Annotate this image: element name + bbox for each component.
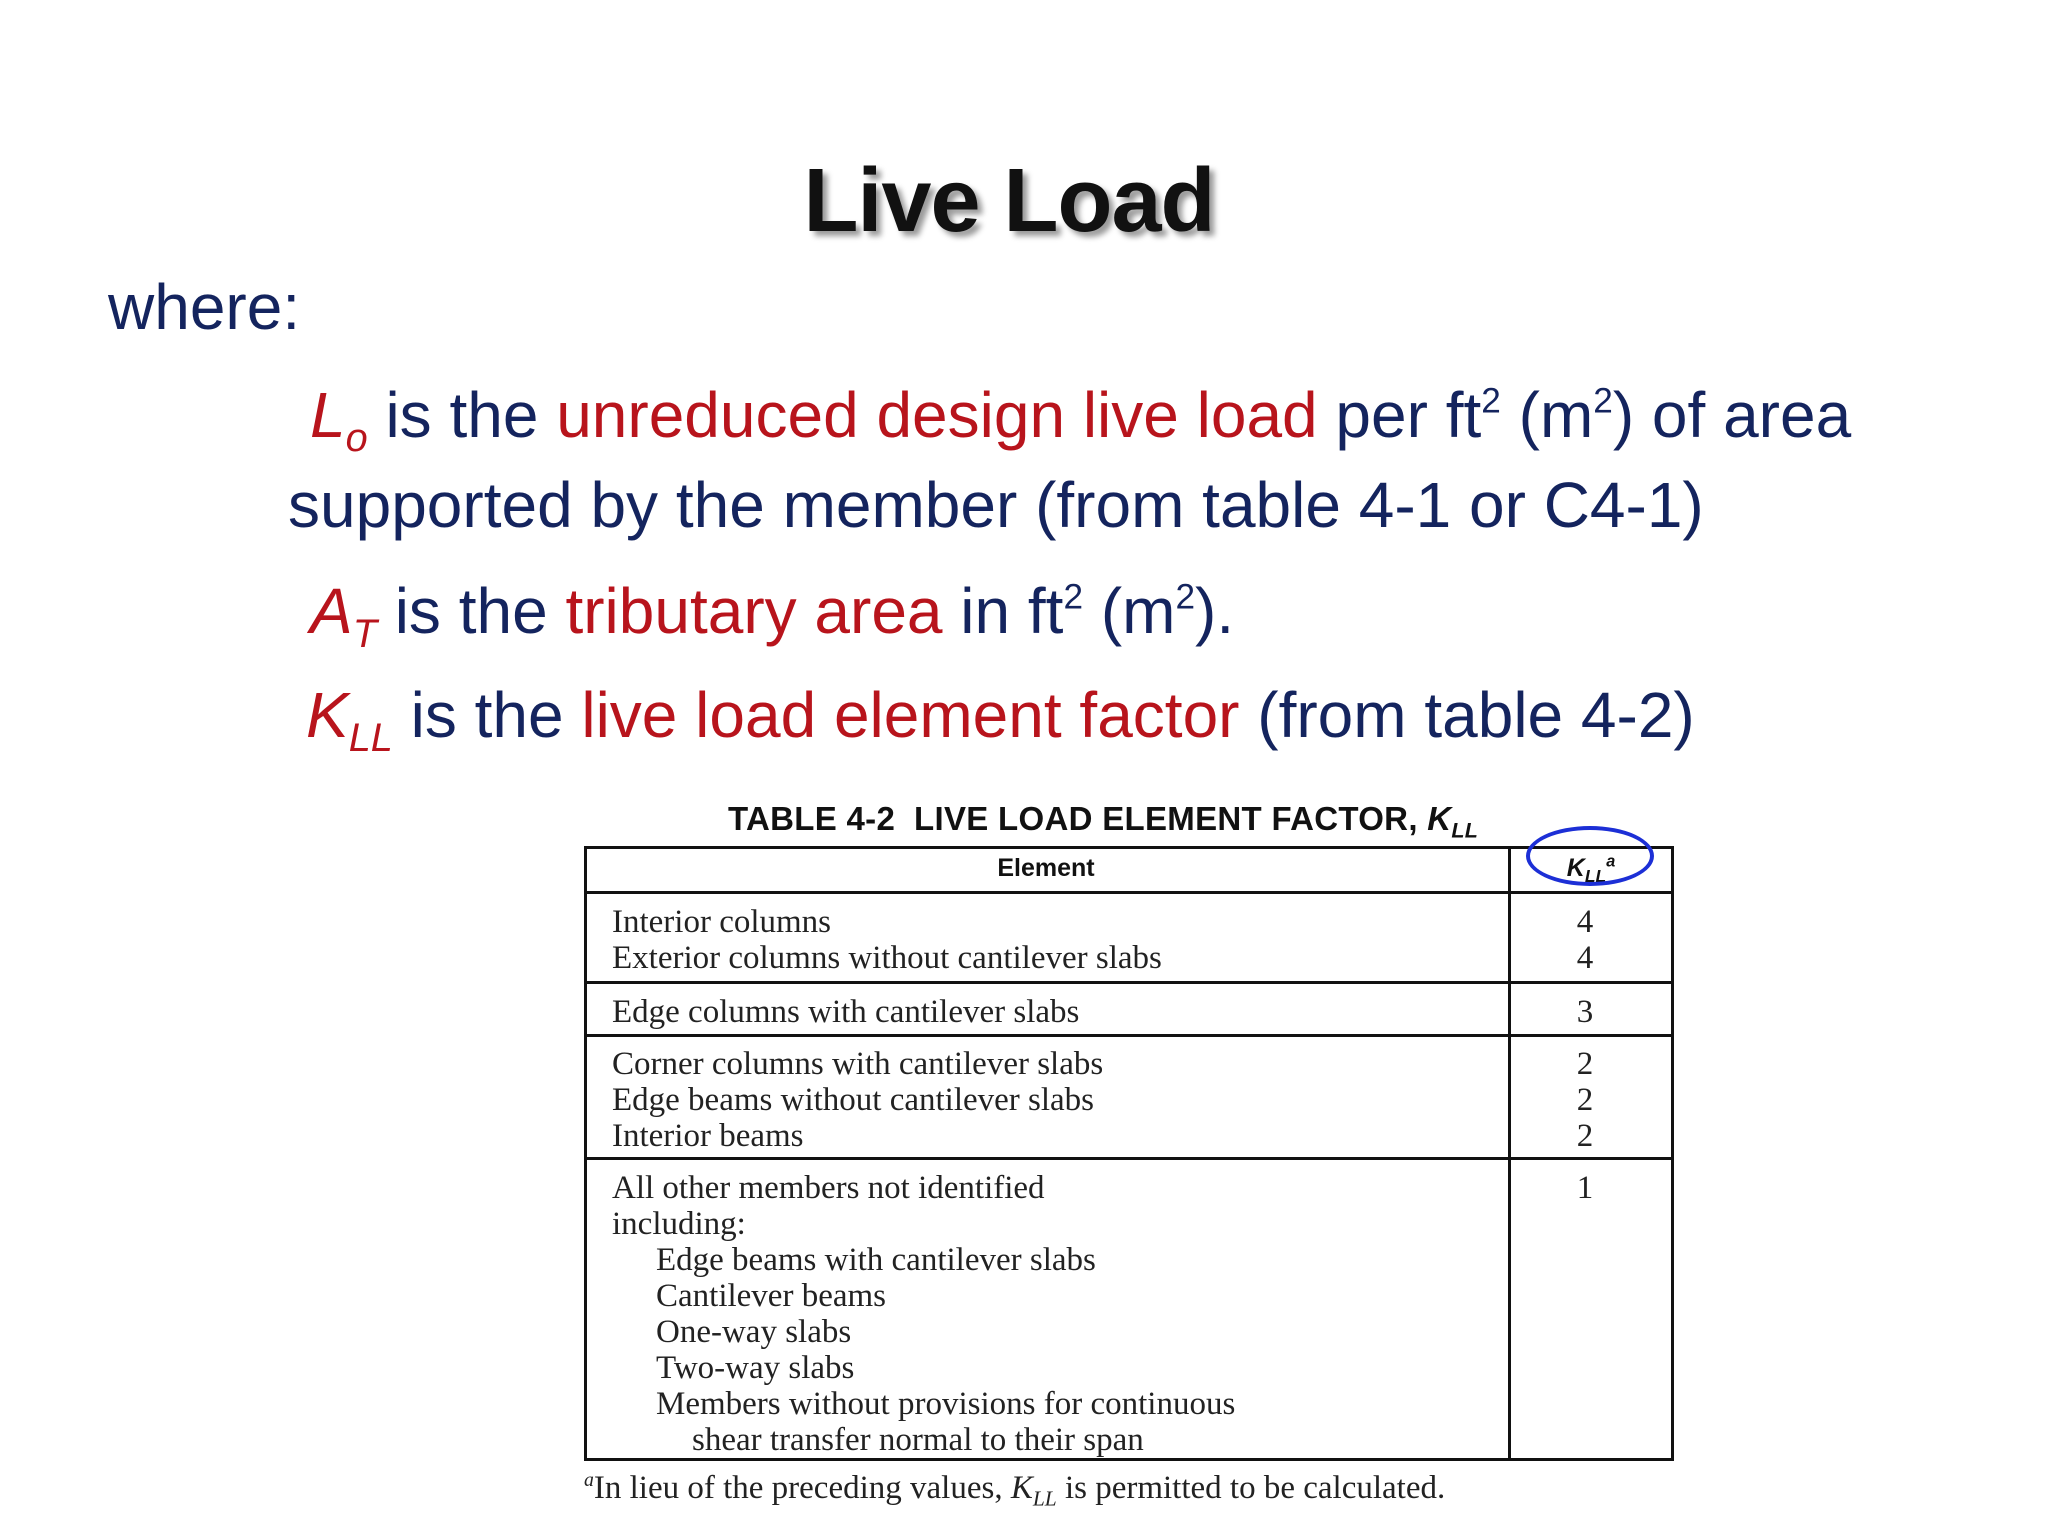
table-row: Corner columns with cantilever slabs xyxy=(612,1046,1104,1082)
highlight-tributary-area: tributary area xyxy=(565,575,943,647)
table-group-rule xyxy=(584,1034,1674,1037)
table-value: 4 xyxy=(1576,940,1594,976)
table-row: Cantilever beams xyxy=(656,1278,887,1314)
def-lo-line2: supported by the member (from table 4-1 or C4-1) xyxy=(288,469,1704,541)
slide-title: Live Load xyxy=(803,151,1215,251)
table-row: All other members not identified xyxy=(612,1170,1045,1206)
def-kll-line: $K_{LL}$ is the live load element factor (from table 4-2) xyxy=(306,679,1695,760)
highlight-unreduced-load: unreduced design live load xyxy=(556,379,1318,451)
def-lo-line1: $L_o$ is the unreduced design live load per $ft^2$ $(m^2)$ of area xyxy=(310,379,1852,460)
header-element: Element xyxy=(997,854,1095,882)
table-row: Interior beams xyxy=(612,1118,804,1154)
symbol-at: $A_T$ xyxy=(310,575,377,656)
def-at-line: $A_T$ is the tributary area in $ft^2$ $(m^2)$. xyxy=(310,575,1235,656)
table-row: Exterior columns without cantilever slabs xyxy=(612,940,1162,976)
table-value: 2 xyxy=(1576,1046,1594,1082)
table-row: Members without provisions for continuous xyxy=(656,1386,1236,1422)
where-label: where: xyxy=(108,271,301,343)
symbol-lo: $L_o$ xyxy=(310,379,368,460)
table-header-rule xyxy=(584,891,1674,894)
annotation-circle xyxy=(1526,826,1654,886)
table-row: Interior columns xyxy=(612,904,832,940)
table-row: One-way slabs xyxy=(656,1314,852,1350)
table-group-rule xyxy=(584,981,1674,984)
table-column-divider xyxy=(1508,846,1511,1461)
table-row: Two-way slabs xyxy=(656,1350,855,1386)
table-value: 2 xyxy=(1576,1118,1594,1154)
table-row: shear transfer normal to their span xyxy=(692,1422,1144,1458)
table-value: 2 xyxy=(1576,1082,1594,1118)
table-value: 1 xyxy=(1576,1170,1594,1206)
header-kll: $K_{LL}^a$ xyxy=(1566,852,1616,886)
table-row: Edge columns with cantilever slabs xyxy=(612,994,1080,1030)
table-row: Edge beams without cantilever slabs xyxy=(612,1082,1095,1118)
table-title: TABLE 4-2 LIVE LOAD ELEMENT FACTOR, $K_{LL}$ xyxy=(728,800,1479,843)
table-footnote: $^a$In lieu of the preceding values, $K_{LL}$ is permitted to be calculated. xyxy=(584,1469,1446,1511)
highlight-element-factor: live load element factor xyxy=(581,679,1240,751)
table-row: including: xyxy=(612,1206,746,1242)
symbol-kll: $K_{LL}$ xyxy=(306,679,393,760)
table-value: 4 xyxy=(1576,904,1594,940)
table-value: 3 xyxy=(1576,994,1594,1030)
table-row: Edge beams with cantilever slabs xyxy=(656,1242,1096,1278)
table-group-rule xyxy=(584,1157,1674,1160)
